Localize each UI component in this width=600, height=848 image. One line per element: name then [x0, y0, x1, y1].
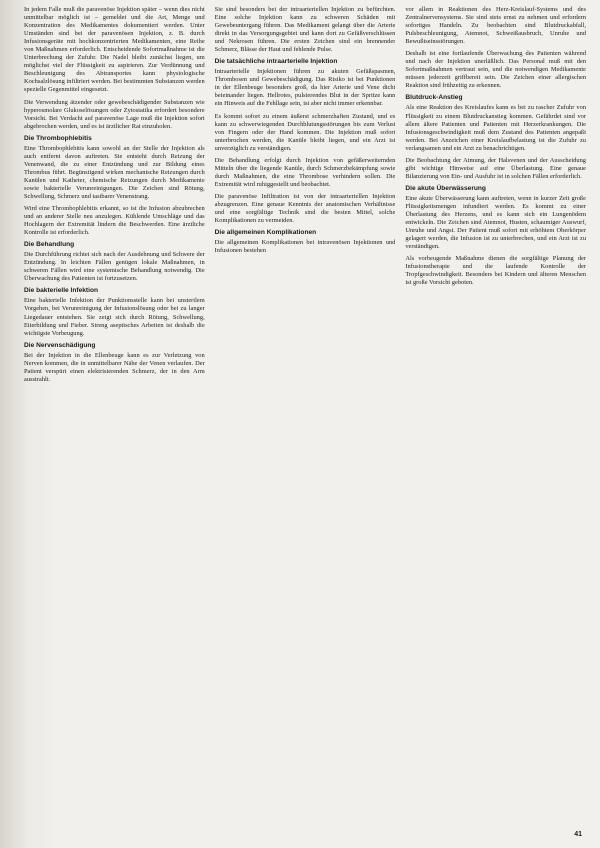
section-heading: Die akute Überwässerung — [405, 184, 486, 192]
page-number: 41 — [574, 831, 582, 838]
paragraph: In jedem Falle muß die paravenöse Injektion später – wenn dies nicht unmittelbar möglich ist – gemeldet und die Art, Menge und Konzentration des Medikamentes dokumentiert werden. Unter Umständen sind bei der paravenösen Injektion, z. B. durch Infusionsgeräte mit hochkonzentrierten Medikamenten, eine Reihe von Maßnahmen erforderlich. Entscheidende Sofortmaßnahme ist die Unterbrechung der Zufuhr. Die Nadel bleibt zunächst liegen, um möglichst viel der Flüssigkeit zu aspirieren. Zur Verdünnung und Beschleunigung des Abtransportes kann physiologische Kochsalzlösung infiltriert werden. Bei bestimmten Substanzen werden spezielle Gegenmittel eingesetzt. — [24, 6, 205, 94]
paragraph: Die Verwendung ätzender oder gewebeschädigender Substanzen wie hyperosmolare Glukoselösungen oder Zytostatika erfordert besondere Vorsicht. Bei Verdacht auf paravenöse Lage muß die Injektion sofort abgebrochen werden, und es ist ärztlicher Rat einzuholen. — [24, 98, 205, 130]
paragraph: Eine bakterielle Infektion der Punktionsstelle kann bei unsterilem Vorgehen, bei Verunreinigung der Infusionslösung oder bei zu langer Liegedauer entstehen. Sie zeigt sich durch Rötung, Schwellung, Eiterbildung und Fieber. Streng aseptisches Arbeiten ist deshalb die wichtigste Vorbeugung. — [24, 297, 205, 337]
paragraph: Als eine Reaktion des Kreislaufes kann es bei zu rascher Zufuhr von Flüssigkeit zu einem Blutdruckanstieg kommen. Gefährdet sind vor allem ältere Patienten und Patienten mit Herzerkrankungen. Die Infusionsgeschwindigkeit muß dem Zustand des Patienten angepaßt werden. Bei Anzeichen einer Kreislaufbelastung ist die Zufuhr zu verlangsamen und ein Arzt zu benachrichtigen. — [405, 104, 587, 152]
section-heading: Die bakterielle Infektion — [24, 287, 99, 295]
paragraph: Sie sind besonders bei der intraarteriellen Injektion zu befürchten. Eine solche Injektion kann zu schweren Schäden mit Gewebeuntergang führen. Das Medikament gelangt über die Arterie direkt in das Versorgungsgebiet und kann dort zu Gefäßverschlüssen und Nekrosen führen. Die ersten Zeichen sind ein brennender Schmerz, Blässe der Haut und fehlende Pulse. — [214, 6, 396, 54]
column-right — [405, 6, 586, 824]
paragraph: Die Beobachtung der Atmung, der Halsvenen und der Ausscheidung gibt wichtige Hinweise auf eine Überlastung. Eine genaue Bilanzierung von Ein- und Ausfuhr ist in solchen Fällen erforderlich. — [405, 156, 587, 180]
section-heading: Die allgemeinen Komplikationen — [214, 229, 317, 237]
paragraph: Eine akute Überwässerung kann auftreten, wenn in kurzer Zeit große Flüssigkeitsmengen infundiert werden. Es kommt zu einer Überlastung des Herzens, und es kann sich ein Lungenödem entwickeln. Die Zeichen sind Atemnot, Husten, schaumiger Auswurf, Unruhe und Angst. Der Patient muß sofort mit erhöhtem Oberkörper gelagert werden, die Infusion ist zu unterbrechen, und ein Arzt ist zu verständigen. — [405, 194, 587, 251]
section-heading: Die Nervenschädigung — [24, 341, 96, 349]
paragraph: Wird eine Thrombophlebitis erkannt, so ist die Infusion abzubrechen und an anderer Stelle neu anzulegen. Kühlende Umschläge und das Hochlagern der Extremität lindern die Beschwerden. Eine ärztliche Kontrolle ist erforderlich. — [24, 205, 205, 237]
section-heading: Die Behandlung — [24, 241, 75, 249]
paragraph: Die Durchführung richtet sich nach der Ausdehnung und Schwere der Entzündung. In leichten Fällen genügen lokale Maßnahmen, in schweren Fällen wird eine systemische Behandlung notwendig. Die Überwachung des Patienten ist fortzusetzen. — [24, 251, 205, 283]
paragraph: Deshalb ist eine fortlaufende Überwachung des Patienten während und nach der Injektion unerläßlich. Das Personal muß mit den Sofortmaßnahmen vertraut sein, und die notwendigen Medikamente müssen jederzeit griffbereit sein. Die Zeichen einer allergischen Reaktion sind frühzeitig zu erkennen. — [405, 50, 587, 90]
column-left — [24, 6, 205, 824]
section-heading: Blutdruck-Anstieg — [405, 94, 463, 102]
paragraph: Intraarterielle Injektionen führen zu akuten Gefäßspasmen, Thrombosen und Gewebeschädigung. Das Risiko ist bei Punktionen in der Ellenbeuge besonders groß, da hier Arterie und Vene dicht beieinander liegen. Hellrotes, pulsierendes Blut in der Spritze kann ein Hinweis auf die Fehllage sein, ist aber nicht immer erkennbar. — [214, 68, 396, 108]
section-heading: Die tatsächliche intraarterielle Injektion — [214, 58, 338, 66]
paragraph: Die paravenöse Infiltration ist von der intraarteriellen Injektion abzugrenzen. Eine genaue Kenntnis der anatomischen Verhältnisse und eine sorgfältige Technik sind die besten Mittel, solche Komplikationen zu vermeiden. — [214, 192, 396, 225]
paragraph: Als vorbeugende Maßnahme dienen die sorgfältige Planung der Infusionstherapie und die laufende Kontrolle der Tropfgeschwindigkeit. Besonders bei Kindern und älteren Menschen ist große Vorsicht geboten. — [405, 255, 587, 287]
paragraph: Die Behandlung erfolgt durch Injektion von gefäßerweiternden Mitteln über die liegende Kanüle, durch Schmerzbekämpfung sowie durch Maßnahmen, die eine Thrombose verhindern sollen. Die Extremität wird ruhiggestellt und beobachtet. — [214, 156, 396, 188]
section-heading: Die Thrombophlebitis — [24, 134, 92, 142]
paragraph: Die allgemeinen Komplikationen bei intravenösen Injektionen und Infusionen bestehen — [214, 239, 396, 255]
paragraph: Es kommt sofort zu einem äußerst schmerzhaften Zustand, und es kann zu schwerwiegenden Durchblutungsstörungen bis zum Verlust von Fingern oder der Hand kommen. Die Injektion muß sofort unterbrochen werden, die Kanüle bleibt liegen, und ein Arzt ist unverzüglich zu verständigen. — [214, 112, 396, 152]
paragraph: Bei der Injektion in die Ellenbeuge kann es zur Verletzung von Nerven kommen, die in unmittelbarer Nähe der Venen verlaufen. Der Patient verspürt einen elektrisierenden Schmerz, der in den Arm ausstrahlt. — [24, 351, 205, 383]
column-middle — [215, 6, 396, 824]
paragraph: vor allem in Reaktionen des Herz-Kreislauf-Systems und des Zentralnervensystems. Sie sind stets ernst zu nehmen und erfordern sofortiges Handeln. Zu beobachten sind Blutdruckabfall, Pulsbeschleunigung, Atemnot, Schweißausbruch, Unruhe und Bewußtseinsstörungen. — [405, 6, 587, 46]
paragraph: Eine Thrombophlebitis kann sowohl an der Stelle der Injektion als auch entfernt davon auftreten. Sie entsteht durch Reizung der Venenwand, die zu einer Entzündung und zur Bildung eines Thrombus führt. Begünstigend wirken mechanische Reizungen durch Kanülen und Katheter, chemische Reizungen durch Medikamente sowie bakterielle Verunreinigungen. Die Zeichen sind Rötung, Schwellung, Schmerz und tastbarer Venenstrang. — [24, 144, 205, 200]
text-columns — [24, 6, 586, 824]
